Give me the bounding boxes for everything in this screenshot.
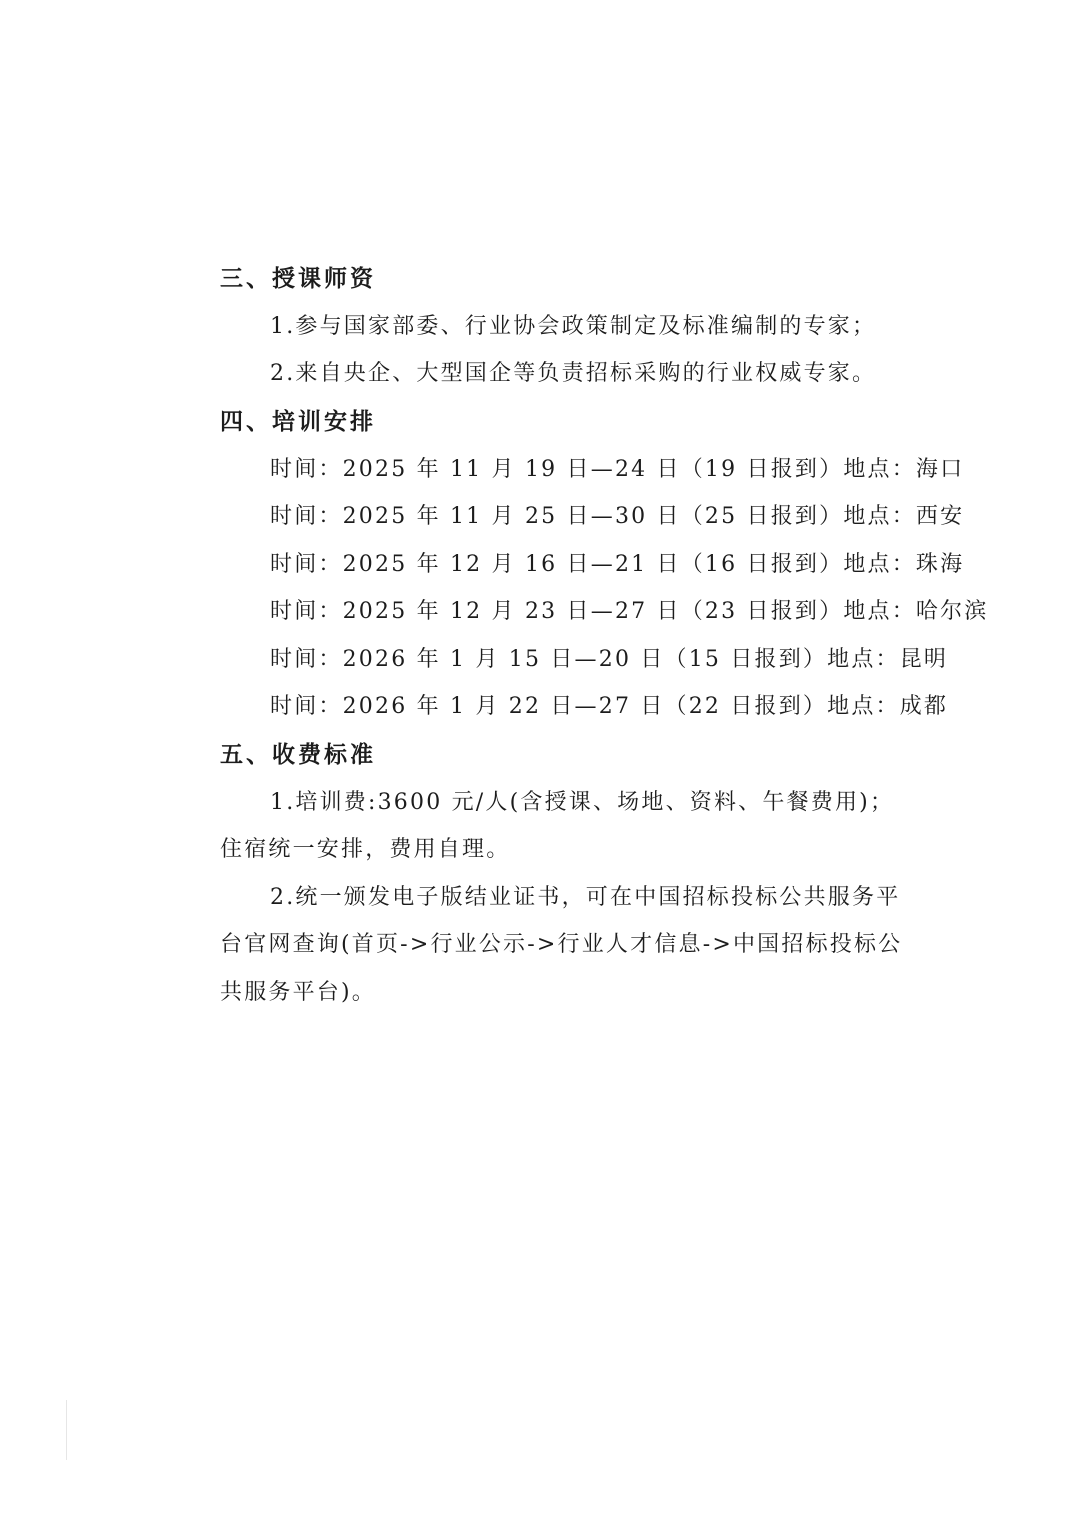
schedule-line-5: 时间：2026 年 1 月 15 日—20 日（15 日报到）地点：昆明 <box>270 647 949 672</box>
schedule-line-4: 时间：2025 年 12 月 23 日—27 日（23 日报到）地点：哈尔滨 <box>270 599 989 624</box>
schedule-line-3: 时间：2025 年 12 月 16 日—21 日（16 日报到）地点：珠海 <box>270 552 965 577</box>
schedule-line-6: 时间：2026 年 1 月 22 日—27 日（22 日报到）地点：成都 <box>270 694 949 719</box>
section-4-heading: 四、培训安排 <box>220 409 376 435</box>
fee-line-2: 住宿统一安排，费用自理。 <box>220 837 511 862</box>
cert-line-2: 台官网查询(首页->行业公示->行业人才信息->中国招标投标公 <box>220 932 903 957</box>
section-3-item-2: 2.来自央企、大型国企等负责招标采购的行业权威专家。 <box>270 361 877 386</box>
section-5-heading: 五、收费标准 <box>220 742 376 768</box>
cert-line-3: 共服务平台)。 <box>220 980 376 1005</box>
schedule-line-2: 时间：2025 年 11 月 25 日—30 日（25 日报到）地点：西安 <box>270 504 965 529</box>
section-3-heading: 三、授课师资 <box>220 266 376 292</box>
scan-edge-mark <box>66 1400 67 1460</box>
section-3-item-1: 1.参与国家部委、行业协会政策制定及标准编制的专家； <box>270 314 877 339</box>
schedule-line-1: 时间：2025 年 11 月 19 日—24 日（19 日报到）地点：海口 <box>270 457 965 482</box>
fee-line-1: 1.培训费:3600 元/人(含授课、场地、资料、午餐费用)； <box>270 790 895 815</box>
cert-line-1: 2.统一颁发电子版结业证书，可在中国招标投标公共服务平 <box>270 885 901 910</box>
